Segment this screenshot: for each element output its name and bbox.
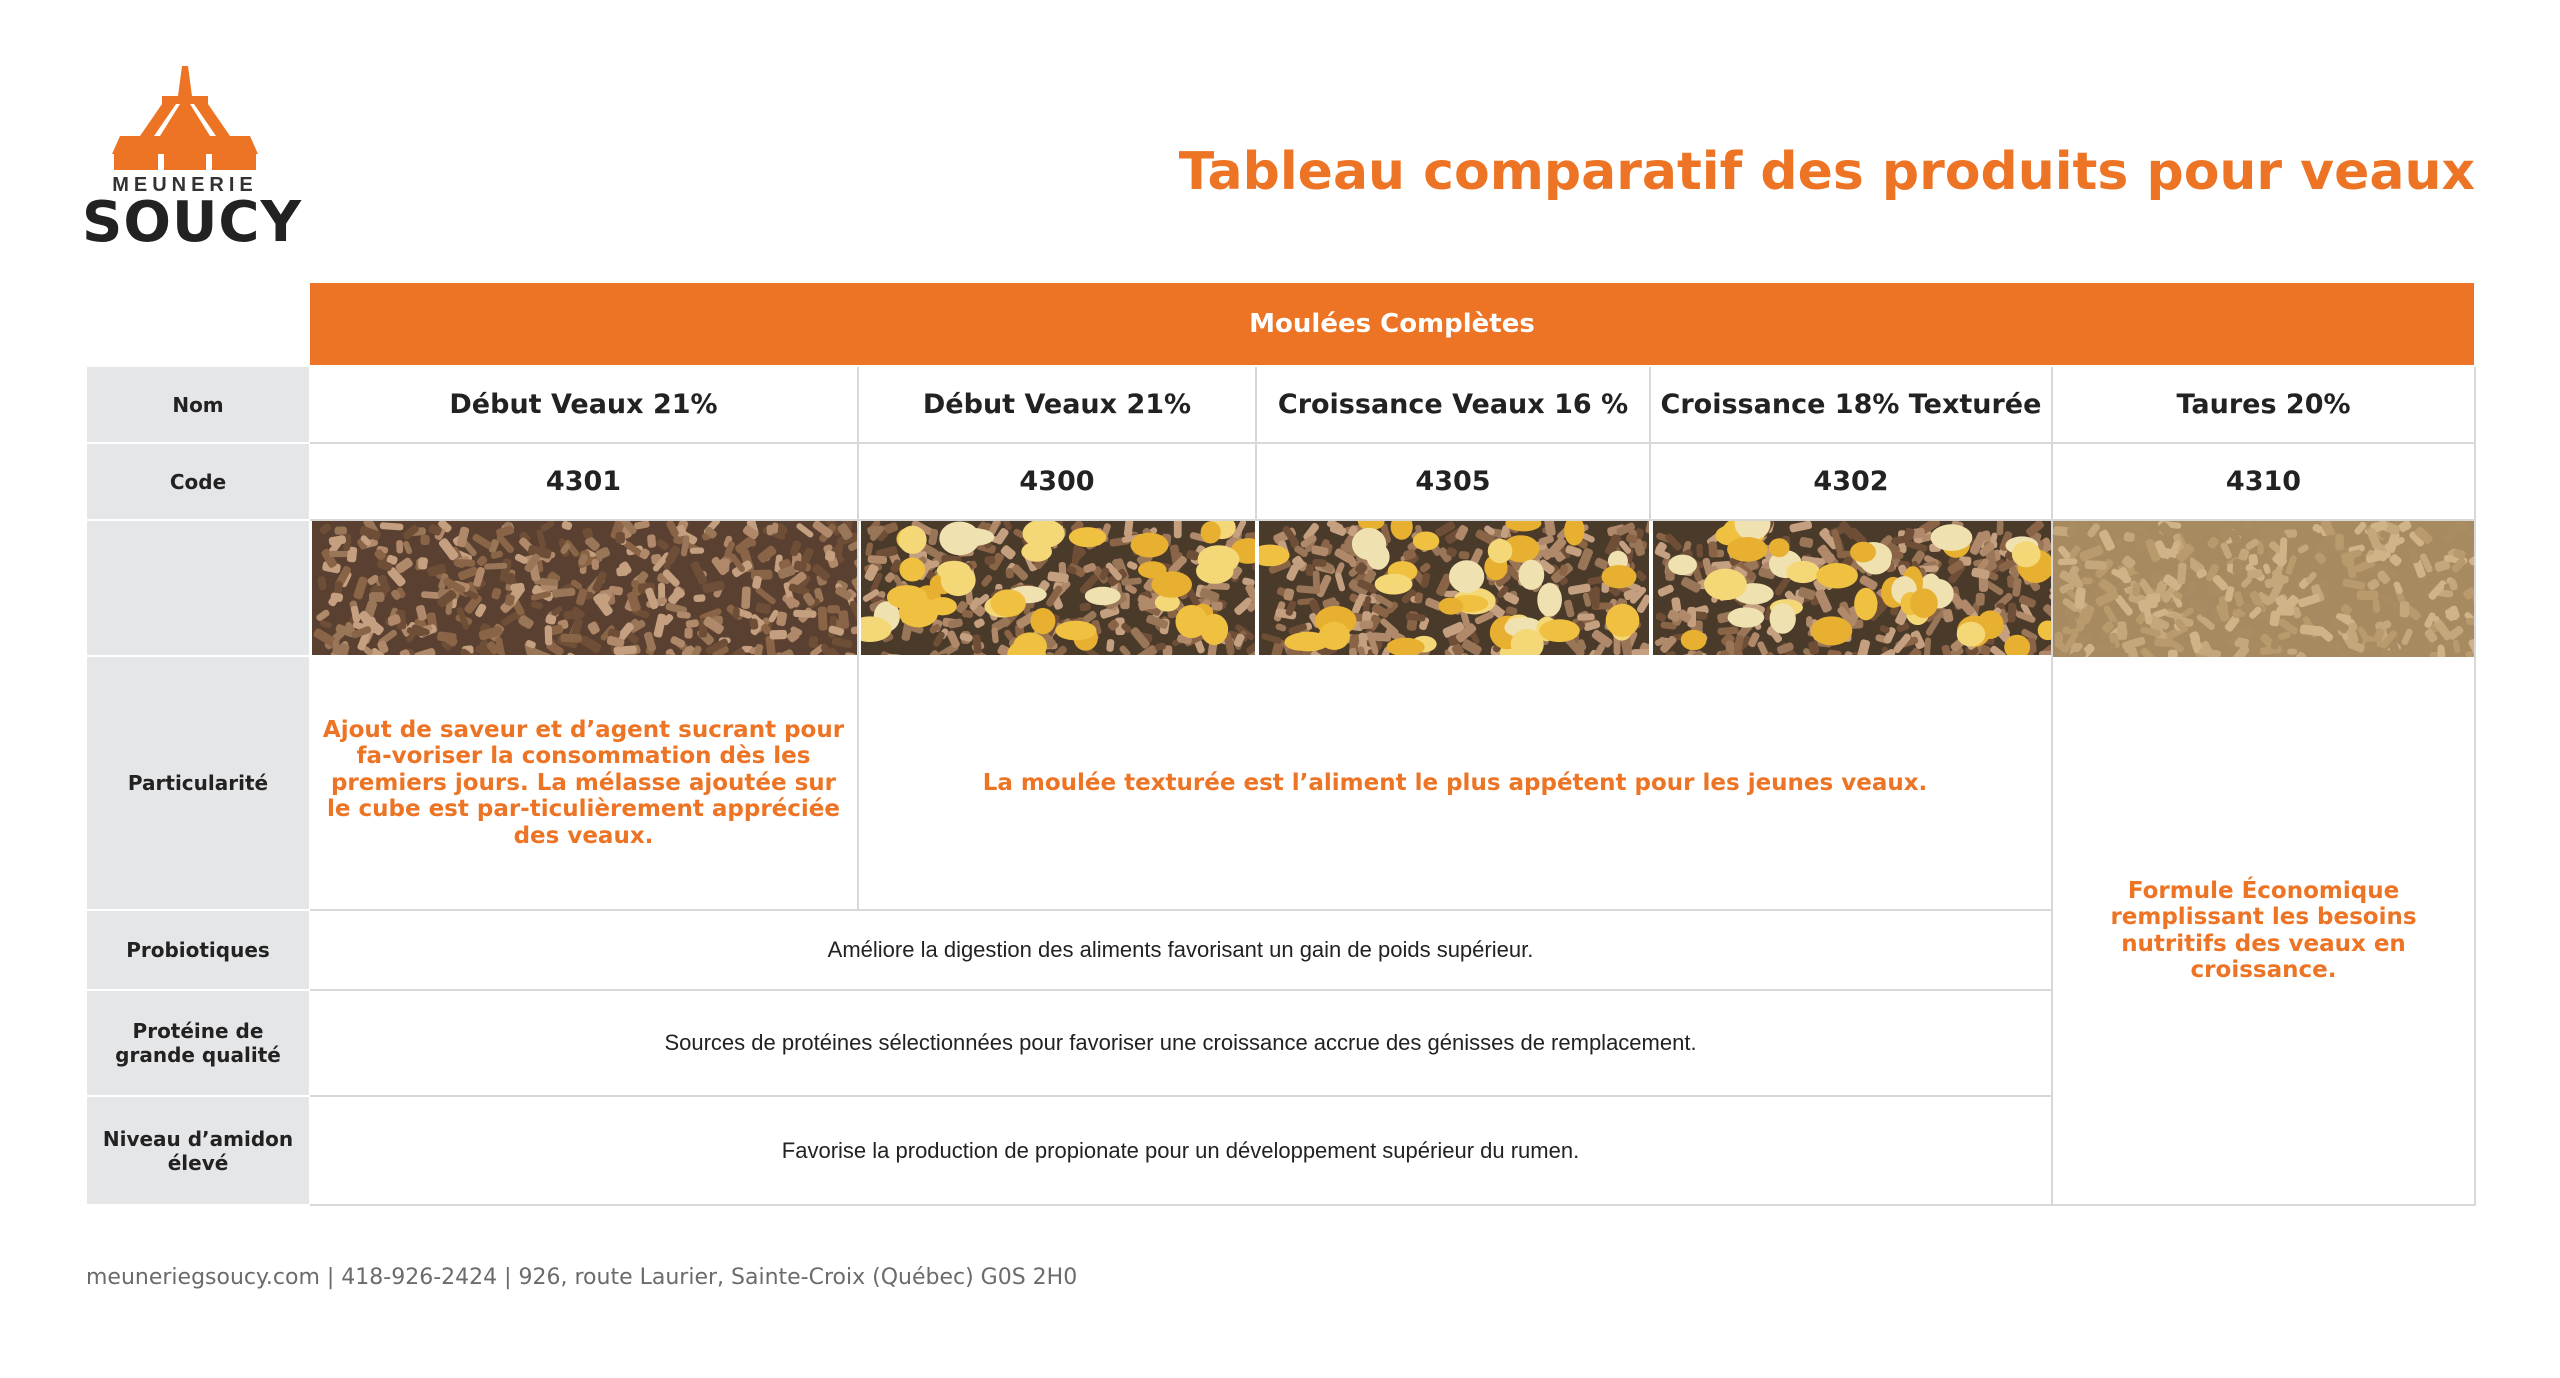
amidon-text: Favorise la production de propionate pour un développement supérieur du rumen.: [781, 1137, 1580, 1163]
divider: [1255, 367, 1257, 521]
proteine-text: Sources de protéines sélectionnées pour favoriser une croissance accrue des génisses de remplacement.: [664, 1030, 1697, 1055]
page-title: Tableau comparatif des produits pour veaux: [1178, 142, 2475, 202]
product-name: Début Veaux 21%: [449, 389, 718, 420]
row-label-image: [87, 521, 309, 655]
product-name: Début Veaux 21%: [922, 389, 1192, 420]
divider: [2051, 367, 2053, 1206]
product-name: Taures 20%: [2176, 389, 2351, 420]
product-photo-textured: [861, 521, 1255, 655]
particularite-texturee: La moulée texturée est l’aliment le plus appétent pour les jeunes veaux.: [982, 769, 1928, 796]
product-photo-pellets: [312, 521, 857, 655]
divider: [310, 989, 2053, 991]
product-code: 4300: [1019, 466, 1095, 497]
divider: [310, 909, 2053, 911]
product-code: 4305: [1415, 466, 1491, 497]
row-label-probiotiques: Probiotiques: [87, 911, 309, 989]
product-photo-textured: [1653, 521, 2051, 655]
row-label-code: Code: [87, 444, 309, 519]
product-name: Croissance Veaux 16 %: [1277, 389, 1629, 420]
brand-top: MEUNERIE: [112, 174, 258, 196]
product-photo-pellets-light: [2053, 521, 2474, 657]
row-label-amidon: Niveau d’amidon élevé: [87, 1097, 309, 1204]
divider: [310, 1204, 2476, 1206]
row-label-nom: Nom: [87, 367, 309, 442]
particularite-4301: Ajout de saveur et d’agent sucrant pour fa-voriser la consommation dès les premiers jours. La mélasse ajoutée sur le cube est par-ticulièrement appréciée des veaux.: [322, 716, 845, 849]
product-code: 4302: [1813, 466, 1889, 497]
footer-contact: meuneriegsoucy.com | 418-926-2424 | 926, route Laurier, Sainte-Croix (Québec) G0S 2H0: [86, 1265, 1078, 1290]
divider: [2474, 367, 2476, 1206]
product-code: 4310: [2225, 466, 2302, 497]
divider: [310, 1095, 2053, 1097]
product-photo-textured: [1259, 521, 1649, 655]
probiotiques-text: Améliore la digestion des aliments favorisant un gain de poids supérieur.: [827, 937, 1534, 962]
divider: [857, 367, 859, 909]
product-code: 4301: [545, 466, 622, 497]
taures-note: Formule Économique remplissant les besoins nutritifs des veaux en croissance.: [2110, 877, 2417, 983]
table-band: Moulées Complètes: [310, 283, 2474, 365]
divider: [1649, 367, 1651, 521]
row-label-particularite: Particularité: [87, 657, 309, 909]
brand-name: SOUCY: [82, 190, 303, 255]
product-name: Croissance 18% Texturée: [1660, 389, 2042, 420]
divider: [310, 519, 2474, 521]
divider: [310, 442, 2474, 444]
row-label-proteine: Protéine de grande qualité: [87, 991, 309, 1095]
